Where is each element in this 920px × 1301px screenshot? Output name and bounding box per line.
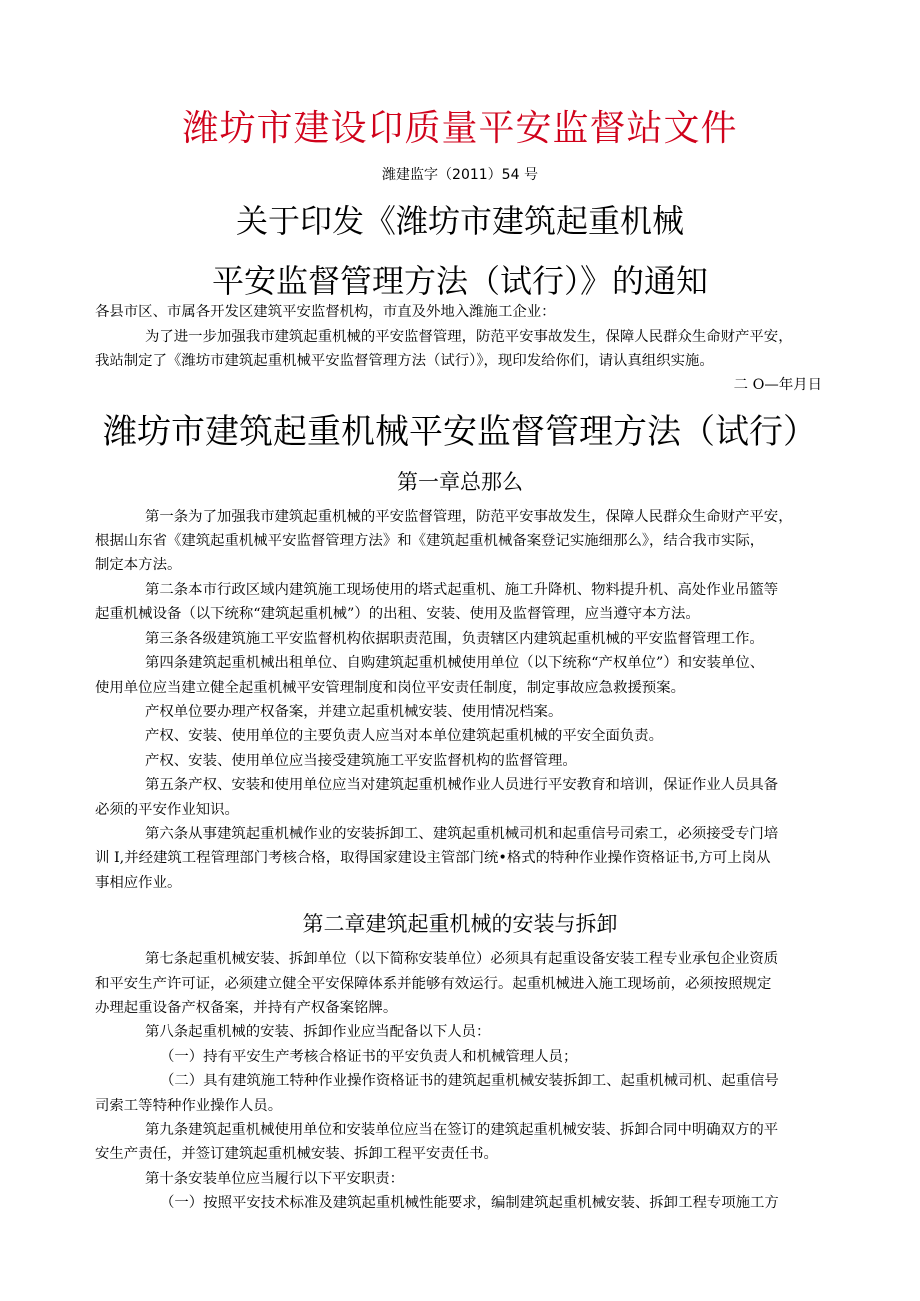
- article-line: 事相应作业。: [95, 875, 182, 891]
- addressee-line: 各县市区、市属各开发区建筑平安监督机构，市直及外地入潍施工企业：: [95, 304, 556, 320]
- article-line: 第七条起重机械安装、拆卸单位（以下简称安装单位）必须具有起重设备安装工程专业承包企业资质: [145, 951, 779, 967]
- notice-body-line: 我站制定了《潍坊市建筑起重机械平安监督管理方法（试行）》，现印发给你们，请认真组织实施。: [95, 353, 714, 369]
- notice-title-line-1: 关于印发《潍坊市建筑起重机械: [235, 202, 684, 240]
- article-item-line: （一）持有平安生产考核合格证书的平安负责人和机械管理人员；: [160, 1049, 578, 1065]
- article-line: 必须的平安作业知识。: [95, 802, 239, 818]
- article-line: 第一条为了加强我市建筑起重机械的平安监督管理，防范平安事故发生，保障人民群众生命财产平安，: [145, 509, 793, 525]
- article-line: 第五条产权、安装和使用单位应当对建筑起重机械作业人员进行平安教育和培训，保证作业人员具备: [145, 777, 779, 793]
- article-line: 第二条本市行政区域内建筑施工现场使用的塔式起重机、施工升降机、物料提升机、高处作业吊篮等: [145, 582, 779, 598]
- article-line: 第八条起重机械的安装、拆卸作业应当配备以下人员：: [145, 1024, 491, 1040]
- article-line: 安生产责任，并签订建筑起重机械安装、拆卸工程平安责任书。: [95, 1146, 498, 1162]
- article-line: 第九条建筑起重机械使用单位和安装单位应当在签订的建筑起重机械安装、拆卸合同中明确双方的平: [145, 1122, 779, 1138]
- article-line: 第六条从事建筑起重机械作业的安装拆卸工、建筑起重机械司机和起重信号司索工，必须接受专门培: [145, 826, 779, 842]
- article-line: 和平安生产许可证，必须建立健全平安保障体系并能够有效运行。起重机械进入施工现场前，必须按照规定: [95, 976, 772, 992]
- article-line: 使用单位应当建立健全起重机械平安管理制度和岗位平安责任制度，制定事故应急救援预案。: [95, 680, 686, 696]
- article-line: 制定本方法。: [95, 557, 182, 573]
- article-line: 第三条各级建筑施工平安监督机构依据职责范围，负责辖区内建筑起重机械的平安监督管理工作。: [145, 631, 764, 647]
- article-line: 第十条安装单位应当履行以下平安职责：: [145, 1171, 405, 1187]
- notice-body-line: 为了进一步加强我市建筑起重机械的平安监督管理，防范平安事故发生，保障人民群众生命财产平安，: [145, 329, 793, 345]
- org-header-title: 潍坊市建设卬质量平安监督站文件: [182, 108, 738, 149]
- article-line: 产权、安装、使用单位应当接受建筑施工平安监督机构的监督管理。: [145, 753, 577, 769]
- document-number: 潍建监字（2011）54 号: [382, 167, 538, 183]
- article-line: 产权、安装、使用单位的主要负责人应当对本单位建筑起重机械的平安全面负责。: [145, 728, 664, 744]
- article-line: 办理起重设备产权备案，并持有产权备案铭牌。: [95, 1000, 398, 1016]
- article-item-line: （一）按照平安技术标准及建筑起重机械性能要求，编制建筑起重机械安装、拆卸工程专项施工方: [160, 1195, 779, 1211]
- chapter-heading-1: 第一章总那么: [397, 470, 523, 494]
- article-line: 起重机械设备（以下统称“建筑起重机械”）的出租、安装、使用及监督管理，应当遵守本方法。: [95, 606, 700, 622]
- notice-title-line-2: 平安监督管理方法（试行）》的通知: [211, 262, 708, 300]
- notice-date: 二 O—年月日: [733, 377, 822, 393]
- chapter-heading-2: 第二章建筑起重机械的安装与拆卸: [302, 912, 618, 936]
- article-item-line: （二）具有建筑施工特种作业操作资格证书的建筑起重机械安装拆卸工、起重机械司机、起重信号: [160, 1073, 779, 1089]
- article-line: 司索工等特种作业操作人员。: [95, 1098, 283, 1114]
- article-line: 第四条建筑起重机械出租单位、自购建筑起重机械使用单位（以下统称“产权单位”）和安装单位、: [145, 655, 765, 671]
- article-line: 产权单位要办理产权备案，并建立起重机械安装、使用情况档案。: [145, 704, 563, 720]
- regulation-title: 潍坊市建筑起重机械平安监督管理方法（试行）: [103, 412, 817, 452]
- article-line: 训 I,并经建筑工程管理部门考核合格，取得国家建设主管部门统•格式的特种作业操作资格证书,方可上岗从: [95, 850, 771, 866]
- article-line: 根据山东省《建筑起重机械平安监督管理方法》和《建筑起重机械备案登记实施细那么》，结合我市实际，: [95, 533, 765, 549]
